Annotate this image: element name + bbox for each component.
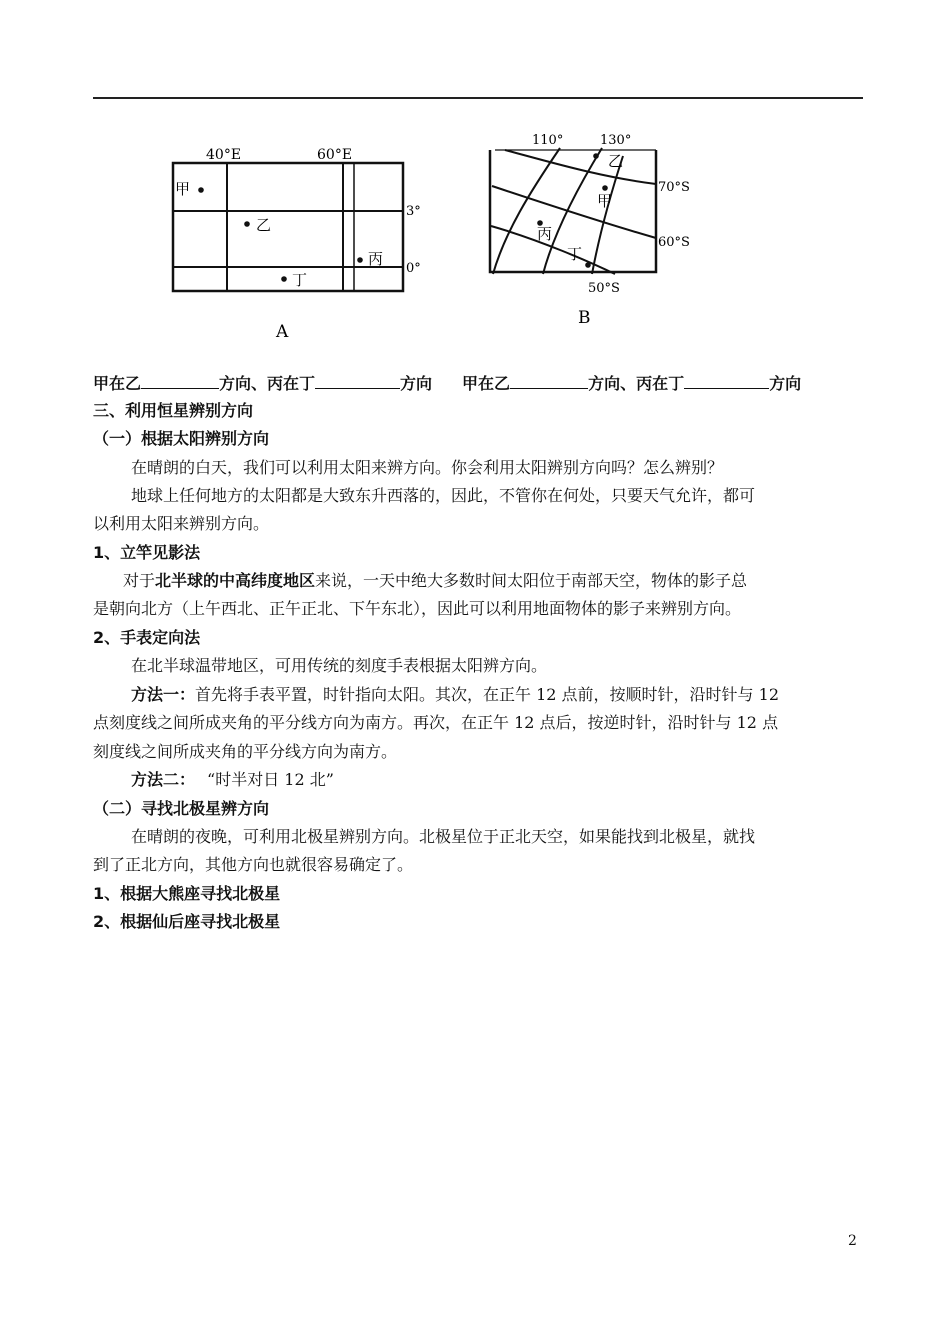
paragraph <box>93 767 863 793</box>
paragraph-text: “时半对日 12 北” <box>207 770 334 789</box>
figure-a-caption: A <box>276 322 289 342</box>
method-label: 方法二： <box>131 770 196 789</box>
paragraph: 以利用太阳来辨别方向。 <box>93 514 270 533</box>
page-number: 2 <box>848 1233 857 1249</box>
direction-figures <box>160 122 720 352</box>
figure-a-point <box>244 221 250 227</box>
paragraph: 刻度线之间所成夹角的平分线方向为南方。 <box>93 742 398 761</box>
paragraph: 点刻度线之间所成夹角的平分线方向为南方。再次，在正午 12 点后，按逆时针，沿时针与 12 点 <box>93 713 779 732</box>
paragraph-text: 首先将手表平置，时针指向太阳。其次，在正午 12 点前，按顺时针，沿时针与 12 <box>195 685 779 704</box>
direction-question <box>93 370 863 397</box>
answer-blank[interactable] <box>141 370 219 389</box>
paragraph <box>93 682 863 708</box>
figure-a-point-label: 丁 <box>292 271 308 289</box>
figure-a-lon-label: 40°E <box>206 147 242 163</box>
figure-b-point-label: 丙 <box>537 225 553 243</box>
question-text: 方向 <box>769 374 802 393</box>
figure-b-parallel <box>505 150 656 184</box>
figure-b-point <box>585 262 591 268</box>
figure-a-lon-label: 60°E <box>317 147 353 163</box>
figure-a-point-label: 甲 <box>175 180 191 198</box>
method-heading: 2、根据仙后座寻找北极星 <box>93 912 281 931</box>
method-heading: 2、手表定向法 <box>93 628 201 647</box>
question-text: 方向、丙在丁 <box>219 374 316 393</box>
figure-b-point <box>593 153 599 159</box>
question-text: 甲在乙 <box>93 374 142 393</box>
figure-b-lon-label: 110° <box>532 133 564 148</box>
figure-b-lat-label: 50°S <box>588 281 620 296</box>
figure-b-parallel <box>492 186 656 238</box>
figure-b-point-label: 乙 <box>608 152 624 170</box>
figure-a-lat-label: 0° <box>406 261 421 276</box>
paragraph: 到了正北方向，其他方向也就很容易确定了。 <box>93 855 414 874</box>
figure-b <box>490 133 690 328</box>
paragraph: 在晴朗的夜晚，可利用北极星辨别方向。北极星位于正北天空，如果能找到北极星，就找 <box>131 827 756 846</box>
figure-b-point <box>602 185 608 191</box>
paragraph: 在晴朗的白天，我们可以利用太阳来辨方向。你会利用太阳辨别方向吗？怎么辨别？ <box>131 458 724 477</box>
question-text: 甲在乙 <box>462 374 511 393</box>
paragraph-text: 来说，一天中绝大多数时间太阳位于南部天空，物体的影子总 <box>315 571 748 590</box>
figure-a-frame <box>173 163 403 291</box>
question-text: 方向 <box>400 374 433 393</box>
answer-blank[interactable] <box>510 370 588 389</box>
method-heading: 1、立竿见影法 <box>93 543 201 562</box>
answer-blank[interactable] <box>684 370 769 389</box>
section-heading: 三、利用恒星辨别方向 <box>93 401 254 420</box>
subsection-heading: （二）寻找北极星辨方向 <box>93 799 270 818</box>
subsection-heading: （一）根据太阳辨别方向 <box>93 429 270 448</box>
figure-b-point-label: 丁 <box>567 245 583 263</box>
paragraph-emphasis: 北半球的中高纬度地区 <box>155 571 316 590</box>
figure-a-point <box>281 276 287 282</box>
figure-a <box>173 147 421 342</box>
figure-a-lat-label: 3° <box>406 204 421 219</box>
method-label: 方法一： <box>131 685 196 704</box>
header-rule <box>93 97 863 99</box>
paragraph: 是朝向北方（上午西北、正午正北、下午东北），因此可以利用地面物体的影子来辨别方向。 <box>93 599 742 618</box>
paragraph: 地球上任何地方的太阳都是大致东升西落的，因此，不管你在何处，只要天气允许，都可 <box>131 486 756 505</box>
figure-a-point <box>357 257 363 263</box>
question-text: 方向、丙在丁 <box>588 374 685 393</box>
figure-b-point-label: 甲 <box>597 192 613 210</box>
figure-a-point-label: 丙 <box>368 250 384 268</box>
figure-b-caption: B <box>578 308 591 328</box>
figure-b-meridian <box>493 148 560 274</box>
figure-a-point-label: 乙 <box>256 216 272 234</box>
figure-b-lat-label: 70°S <box>658 180 690 195</box>
answer-blank[interactable] <box>315 370 400 389</box>
paragraph: 在北半球温带地区，可用传统的刻度手表根据太阳辨方向。 <box>131 656 548 675</box>
paragraph-text: 对于 <box>123 571 156 590</box>
figure-a-point <box>198 187 204 193</box>
method-heading: 1、根据大熊座寻找北极星 <box>93 884 281 903</box>
paragraph <box>93 568 863 594</box>
figure-b-lat-label: 60°S <box>658 235 690 250</box>
figure-b-lon-label: 130° <box>600 133 632 148</box>
